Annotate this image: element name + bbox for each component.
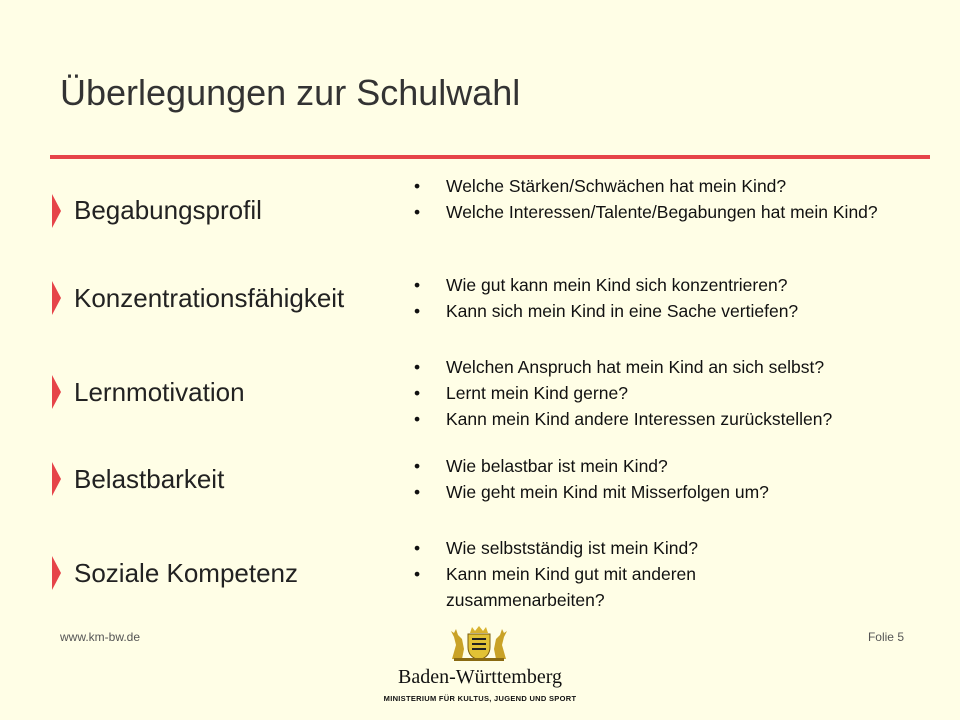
section-label-soziale-kompetenz: Soziale Kompetenz: [74, 558, 299, 588]
bullet-dot-icon: •: [414, 275, 421, 295]
bullet-list-soziale-kompetenz: [414, 535, 764, 613]
bullet-list-konzentrationsfaehigkeit: [414, 272, 934, 324]
section-label-konzentrationsfaehigkeit: Konzentrationsfähigkeit: [74, 283, 345, 313]
bullet-list-begabungsprofil: [414, 173, 934, 225]
footer-url: www.km-bw.de: [60, 630, 141, 644]
bullet-item: • Wie selbstständig ist mein Kind?: [414, 535, 764, 561]
section-label-begabungsprofil: Begabungsprofil: [74, 195, 262, 225]
bullet-dot-icon: •: [414, 202, 421, 222]
chevron-marker-icon: [52, 375, 61, 409]
chevron-marker-icon: [52, 462, 61, 496]
brand-wordmark: Baden-Württemberg: [397, 666, 562, 688]
bullet-dot-icon: •: [414, 564, 421, 584]
bullet-item: • Kann mein Kind gut mit anderen zusammenarbeiten?: [414, 561, 764, 613]
section-label-lernmotivation: Lernmotivation: [74, 377, 245, 407]
bullet-dot-icon: •: [414, 456, 421, 476]
section-label-belastbarkeit: Belastbarkeit: [74, 464, 225, 494]
bullet-list-lernmotivation: [414, 354, 934, 432]
bullet-dot-icon: •: [414, 538, 421, 558]
bullet-dot-icon: •: [414, 482, 421, 502]
bullet-list-belastbarkeit: [414, 453, 934, 505]
chevron-marker-icon: [52, 194, 61, 228]
bullet-dot-icon: •: [414, 176, 421, 196]
bullet-dot-icon: •: [414, 357, 421, 377]
bullet-item: • Kann mein Kind andere Interessen zurückstellen?: [414, 406, 934, 432]
bullet-item: • Welche Interessen/Talente/Begabungen hat mein Kind?: [414, 199, 934, 225]
chevron-marker-icon: [52, 556, 61, 590]
bullet-dot-icon: •: [414, 409, 421, 429]
bullet-dot-icon: •: [414, 301, 421, 321]
bullet-item: • Welchen Anspruch hat mein Kind an sich selbst?: [414, 354, 934, 380]
bullet-item: • Wie belastbar ist mein Kind?: [414, 453, 934, 479]
coat-of-arms-icon: [448, 625, 510, 661]
bullet-item: • Wie geht mein Kind mit Misserfolgen um?: [414, 479, 934, 505]
chevron-marker-icon: [52, 281, 61, 315]
slide-title: Überlegungen zur Schulwahl: [60, 72, 521, 113]
bullet-item: • Welche Stärken/Schwächen hat mein Kind?: [414, 173, 934, 199]
slide-number: Folie 5: [867, 630, 904, 644]
title-divider: [50, 155, 930, 159]
bullet-item: • Kann sich mein Kind in eine Sache vertiefen?: [414, 298, 934, 324]
bullet-item: • Lernt mein Kind gerne?: [414, 380, 934, 406]
ministry-name: MINISTERIUM FÜR KULTUS, JUGEND UND SPORT: [383, 694, 577, 703]
bullet-dot-icon: •: [414, 383, 421, 403]
bullet-item: • Wie gut kann mein Kind sich konzentrieren?: [414, 272, 934, 298]
